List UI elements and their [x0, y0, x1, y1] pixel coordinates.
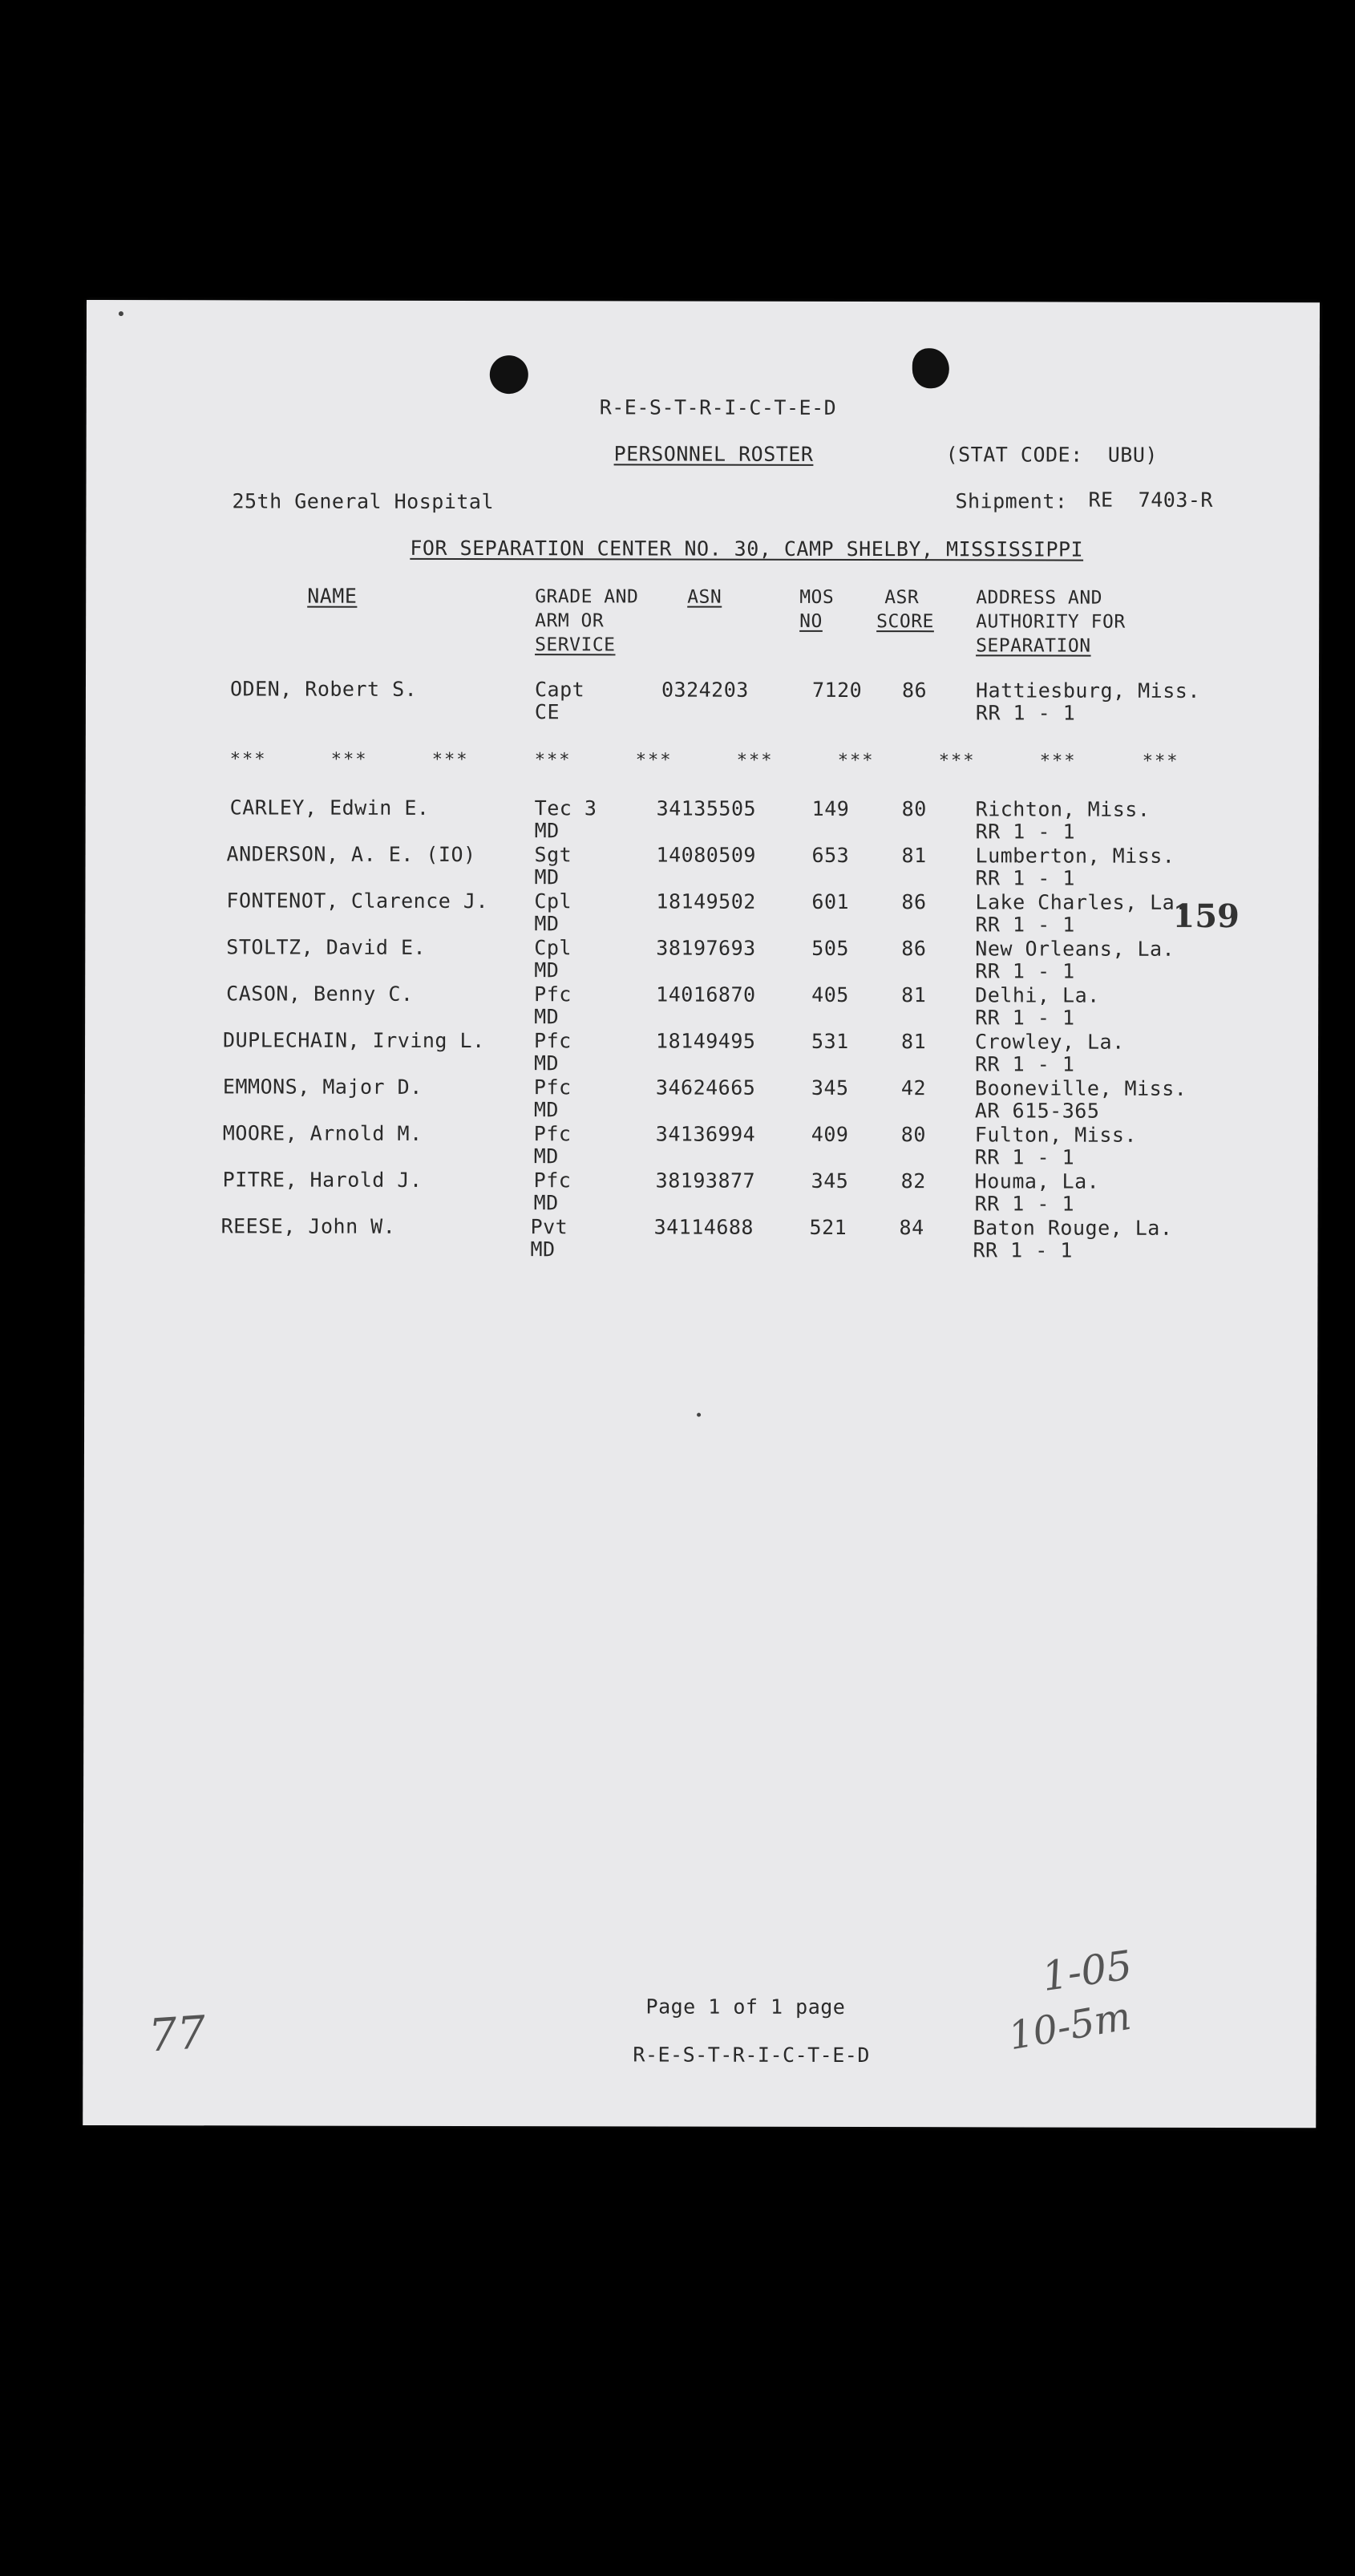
roster-mos: 653 [811, 843, 850, 867]
roster-score: 82 [900, 1169, 926, 1193]
roster-authority: RR 1 - 1 [974, 1145, 1075, 1169]
roster-authority: AR 615-365 [974, 1099, 1100, 1123]
roster-address: Baton Rouge, La. [973, 1216, 1173, 1240]
separator-mark: *** [635, 750, 673, 771]
col-grade-1: GRADE AND [535, 586, 639, 608]
document-title: PERSONNEL ROSTER [613, 442, 814, 466]
officer-row [86, 677, 1319, 727]
punch-hole-right [912, 348, 949, 388]
roster-authority: RR 1 - 1 [975, 913, 1075, 937]
roster-service: MD [534, 865, 560, 889]
destination: FOR SEPARATION CENTER NO. 30, CAMP SHELBY, MISSISSIPPI [410, 536, 1084, 561]
roster-authority: RR 1 - 1 [974, 1052, 1075, 1076]
roster-grade: Pfc [533, 1169, 572, 1193]
classification-top: R-E-S-T-R-I-C-T-E-D [599, 395, 837, 419]
separator-mark: *** [431, 749, 469, 770]
separator-mark: *** [736, 750, 774, 771]
roster-name: EMMONS, Major D. [222, 1075, 423, 1099]
roster-authority: RR 1 - 1 [973, 1238, 1073, 1262]
roster-name: PITRE, Harold J. [222, 1168, 423, 1192]
roster-score: 84 [899, 1216, 924, 1240]
handwritten-note-left: 77 [147, 2006, 208, 2063]
roster-mos: 531 [811, 1029, 849, 1053]
roster-score: 42 [900, 1076, 927, 1100]
shipment-label: Shipment: [955, 489, 1068, 513]
handwritten-note-right-1: 1-05 [1039, 1942, 1135, 2001]
roster-asn: 34135505 [656, 796, 757, 820]
stat-code: (STAT CODE: UBU) [945, 443, 1159, 467]
separator-mark: *** [534, 750, 572, 771]
roster-service: MD [534, 912, 560, 936]
roster-score: 80 [900, 1123, 926, 1147]
roster-grade: Sgt [534, 843, 572, 867]
punch-hole-left [490, 355, 528, 394]
roster-asn: 14016870 [656, 982, 756, 1007]
roster-score: 81 [901, 1030, 927, 1054]
roster-score: 81 [901, 983, 927, 1007]
roster-asn: 18149502 [656, 889, 756, 913]
footer-page-count: Page 1 of 1 page [645, 1995, 846, 2019]
officer-service: CE [534, 700, 560, 724]
roster-mos: 405 [811, 982, 849, 1007]
separator-row [86, 749, 1319, 776]
roster-address: Lake Charles, La. [975, 890, 1187, 914]
roster-authority: RR 1 - 1 [975, 820, 1076, 844]
col-addr-1: ADDRESS AND [976, 587, 1103, 609]
roster-asn: 38197693 [656, 936, 756, 960]
shipment-value: RE 7403-R [1088, 488, 1214, 512]
table-row [85, 935, 1318, 986]
roster-grade: Pfc [534, 1029, 572, 1053]
roster-authority: RR 1 - 1 [975, 1006, 1075, 1030]
roster-mos: 409 [811, 1122, 849, 1146]
col-addr-2: AUTHORITY FOR [976, 611, 1126, 633]
roster-service: MD [530, 1237, 556, 1262]
roster-name: CARLEY, Edwin E. [229, 796, 430, 820]
roster-asn: 34136994 [655, 1122, 756, 1146]
document-page [83, 300, 1320, 2128]
roster-asn: 14080509 [656, 843, 757, 867]
roster-service: MD [533, 1144, 559, 1169]
table-row [85, 982, 1318, 1032]
roster-address: Crowley, La. [975, 1030, 1125, 1054]
roster-score: 86 [901, 890, 927, 914]
roster-address: Booneville, Miss. [974, 1076, 1187, 1100]
officer-grade: Capt [534, 678, 585, 702]
roster-asn: 34114688 [653, 1215, 754, 1239]
roster-service: MD [533, 1191, 559, 1215]
stray-dot [119, 311, 123, 316]
separator-mark: *** [1039, 751, 1077, 772]
officer-address: Hattiesburg, Miss. [975, 678, 1200, 703]
roster-score: 86 [901, 937, 927, 961]
separator-mark: *** [938, 751, 976, 772]
table-row [85, 1028, 1318, 1079]
roster-service: MD [534, 958, 560, 982]
roster-address: Houma, La. [974, 1169, 1100, 1193]
table-row [85, 1121, 1318, 1172]
roster-name: ANDERSON, A. E. (IO) [226, 842, 476, 867]
col-name: NAME [307, 584, 358, 608]
table-row [84, 1214, 1317, 1265]
roster-mos: 345 [811, 1075, 849, 1100]
table-row [86, 796, 1319, 846]
table-row [85, 889, 1318, 939]
table-row [85, 1168, 1318, 1218]
roster-service: MD [534, 819, 560, 843]
roster-name: STOLTZ, David E. [226, 935, 427, 959]
roster-mos: 505 [811, 936, 849, 960]
roster-service: MD [534, 1005, 560, 1029]
roster-grade: Pfc [533, 1122, 572, 1146]
table-row [85, 1075, 1318, 1125]
col-grade-3: SERVICE [535, 634, 616, 656]
roster-address: Richton, Miss. [975, 797, 1151, 821]
roster-grade: Cpl [534, 889, 572, 913]
roster-name: DUPLECHAIN, Irving L. [223, 1028, 485, 1053]
handwritten-note-right-2: 10-5m [1005, 1993, 1135, 2060]
col-mos-2: NO [799, 610, 823, 632]
roster-name: MOORE, Arnold M. [222, 1121, 423, 1145]
roster-mos: 345 [811, 1169, 849, 1193]
roster-asn: 18149495 [656, 1029, 756, 1053]
roster-authority: RR 1 - 1 [975, 959, 1075, 983]
roster-service: MD [533, 1051, 560, 1075]
roster-asn: 34624665 [655, 1075, 756, 1100]
roster-address: Fulton, Miss. [974, 1123, 1138, 1147]
roster-address: Delhi, La. [975, 983, 1100, 1007]
officer-mos: 7120 [811, 678, 863, 703]
roster-asn: 38193877 [655, 1169, 756, 1193]
unit-name: 25th General Hospital [232, 489, 495, 514]
page-number-stamp: 159 [1172, 897, 1240, 936]
roster-grade: Pvt [530, 1215, 568, 1239]
roster-name: CASON, Benny C. [226, 982, 414, 1006]
roster-grade: Cpl [534, 936, 572, 960]
roster-grade: Tec 3 [534, 796, 597, 820]
separator-mark: *** [1142, 751, 1179, 772]
col-addr-3: SEPARATION [976, 635, 1091, 657]
col-asr-2: SCORE [876, 611, 934, 633]
col-asn: ASN [687, 586, 722, 608]
classification-bottom: R-E-S-T-R-I-C-T-E-D [633, 2043, 870, 2068]
separator-mark: *** [837, 750, 875, 772]
separator-mark: *** [229, 749, 267, 770]
roster-grade: Pfc [533, 1075, 572, 1100]
col-grade-2: ARM OR [535, 610, 605, 632]
stray-dot [697, 1413, 701, 1417]
roster-authority: RR 1 - 1 [975, 866, 1075, 890]
roster-mos: 601 [811, 889, 850, 913]
roster-name: REESE, John W. [220, 1214, 396, 1238]
officer-score: 86 [901, 678, 928, 703]
officer-name: ODEN, Robert S. [229, 677, 418, 701]
roster-authority: RR 1 - 1 [974, 1192, 1075, 1216]
roster-address: Lumberton, Miss. [975, 844, 1175, 868]
officer-asn: 0324203 [661, 678, 749, 702]
officer-authority: RR 1 - 1 [975, 701, 1076, 725]
roster-score: 81 [901, 844, 927, 868]
table-row [85, 842, 1318, 893]
col-mos-1: MOS [799, 586, 835, 608]
roster-mos: 149 [811, 796, 850, 820]
roster-score: 80 [901, 797, 927, 821]
roster-service: MD [533, 1098, 560, 1122]
col-asr-1: ASR [884, 587, 920, 609]
separator-mark: *** [330, 749, 368, 770]
roster-grade: Pfc [534, 982, 572, 1007]
roster-address: New Orleans, La. [975, 937, 1175, 961]
roster-name: FONTENOT, Clarence J. [226, 889, 489, 913]
roster-mos: 521 [809, 1215, 847, 1239]
